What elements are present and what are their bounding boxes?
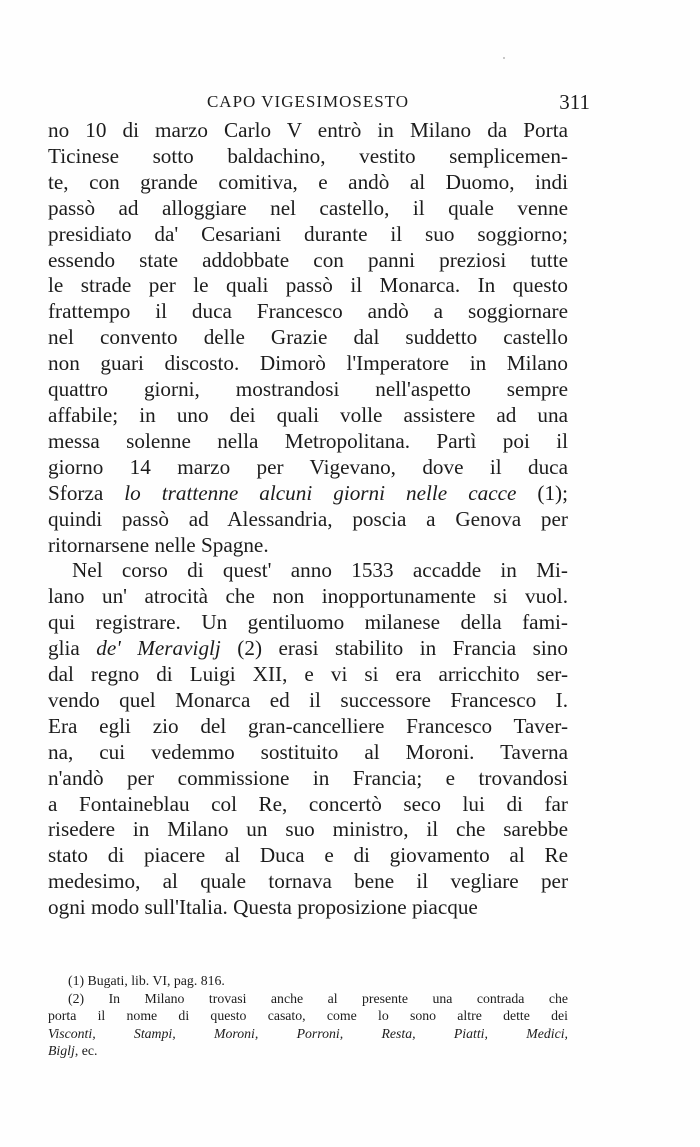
footnotes-line <box>48 1007 568 1025</box>
body-line <box>48 869 568 895</box>
body-text: le strade per le quali passò il Monarca. In questo <box>48 273 568 298</box>
body-text: no 10 di marzo Carlo V entrò in Milano da Porta <box>48 118 568 142</box>
body-line <box>48 118 568 144</box>
body-line <box>48 714 568 740</box>
body-text: risedere in Milano un suo ministro, il che sarebbe <box>48 817 568 842</box>
body-line <box>48 403 568 429</box>
footnotes-text: (2) In Milano trovasi anche al presente una contrada che <box>68 990 568 1006</box>
body-text: n'andò per commissione in Francia; e trovandosi <box>48 765 568 790</box>
body-text: glia <box>48 636 97 661</box>
footnotes-line <box>48 972 568 990</box>
footnotes-italic-text: Visconti, Stampi, Moroni, Porroni, Resta, Piatti, Medici, <box>48 1025 568 1041</box>
body-line <box>48 325 568 351</box>
body-text: dal regno di Luigi XII, e vi si era arricchito ser- <box>48 662 568 687</box>
body-text: giorno 14 marzo per Vigevano, dove il duca <box>48 454 568 479</box>
footnotes-line <box>48 990 568 1008</box>
footnotes <box>48 972 568 1060</box>
body-line <box>48 144 568 170</box>
body-line <box>48 248 568 274</box>
body-line <box>48 455 568 481</box>
footnotes-text: , ec. <box>74 1043 98 1058</box>
footnotes-line <box>48 1042 568 1060</box>
body-line <box>48 817 568 843</box>
body-text: Era egli zio del gran-cancelliere Francesco Taver- <box>48 713 568 738</box>
body-line <box>48 895 568 921</box>
body-line <box>48 584 568 610</box>
body-text: ogni modo sull'Italia. Questa proposizione piacque <box>48 895 478 920</box>
body-line <box>48 507 568 533</box>
footnotes-italic-text: Biglj <box>48 1043 75 1058</box>
footnotes-text: porta il nome di questo casato, come lo sono altre dette dei <box>48 1008 568 1023</box>
body-line <box>48 429 568 455</box>
body-text <box>48 118 568 921</box>
body-line <box>48 196 568 222</box>
body-text: ritornarsene nelle Spagne. <box>48 532 269 557</box>
running-title: CAPO VIGESIMOSESTO <box>206 92 410 111</box>
body-text: frattempo il duca Francesco andò a soggiornare <box>48 299 568 324</box>
body-text: te, con grande comitiva, e andò al Duomo, indi <box>48 169 568 194</box>
body-text: messa solenne nella Metropolitana. Partì poi il <box>48 428 568 453</box>
body-line <box>48 792 568 818</box>
body-text: (1); <box>516 480 568 505</box>
body-line <box>48 558 568 584</box>
body-line <box>48 273 568 299</box>
body-text: non guari discosto. Dimorò l'Imperatore in Milano <box>48 351 568 376</box>
body-line <box>48 170 568 196</box>
body-text: qui registrare. Un gentiluomo milanese della fami- <box>48 610 568 635</box>
running-head <box>48 90 590 118</box>
body-text: Sforza <box>48 480 125 505</box>
body-italic-text: de' Meraviglj <box>96 636 221 661</box>
body-text: passò ad alloggiare nel castello, il quale venne <box>48 195 568 220</box>
body-text: quindi passò ad Alessandria, poscia a Genova per <box>48 506 568 531</box>
body-line <box>48 843 568 869</box>
body-text: na, cui vedemmo sostituito al Moroni. Taverna <box>48 739 568 764</box>
footnotes-text: (1) Bugati, lib. VI, pag. 816. <box>68 973 225 988</box>
body-line <box>48 377 568 403</box>
body-line <box>48 533 568 559</box>
body-text: medesimo, al quale tornava bene il vegliare per <box>48 869 568 894</box>
body-line <box>48 610 568 636</box>
page-number: 311 <box>559 90 590 114</box>
body-line <box>48 688 568 714</box>
body-line <box>48 481 568 507</box>
body-text: a Fontaineblau col Re, concertò seco lui di far <box>48 791 568 816</box>
body-text: nel convento delle Grazie dal suddetto castello <box>48 325 568 350</box>
body-text: presidiato da' Cesariani durante il suo soggiorno; <box>48 221 568 246</box>
body-line <box>48 662 568 688</box>
body-line <box>48 766 568 792</box>
footnotes-line <box>48 1025 568 1043</box>
body-text: (2) erasi stabilito in Francia sino <box>220 636 568 661</box>
body-line <box>48 636 568 662</box>
body-line <box>48 740 568 766</box>
body-text: lano un' atrocità che non inopportunamente si vuol. <box>48 584 568 609</box>
body-text: stato di piacere al Duca e di giovamento al Re <box>48 843 568 868</box>
body-italic-text: lo trattenne alcuni giorni nelle cacce <box>124 480 517 505</box>
body-text: essendo state addobbate con panni preziosi tutte <box>48 247 568 272</box>
body-text: affabile; in uno dei quali volle assistere ad una <box>48 402 568 427</box>
body-text: vendo quel Monarca ed il successore Francesco I. <box>48 687 568 712</box>
body-line <box>48 222 568 248</box>
body-line <box>48 299 568 325</box>
body-text: Ticinese sotto baldachino, vestito semplicemen- <box>48 143 568 168</box>
paper-speck <box>503 57 505 59</box>
body-text: quattro giorni, mostrandosi nell'aspetto sempre <box>48 377 568 402</box>
body-text: Nel corso di quest' anno 1533 accadde in Mi- <box>72 558 568 583</box>
body-line <box>48 351 568 377</box>
